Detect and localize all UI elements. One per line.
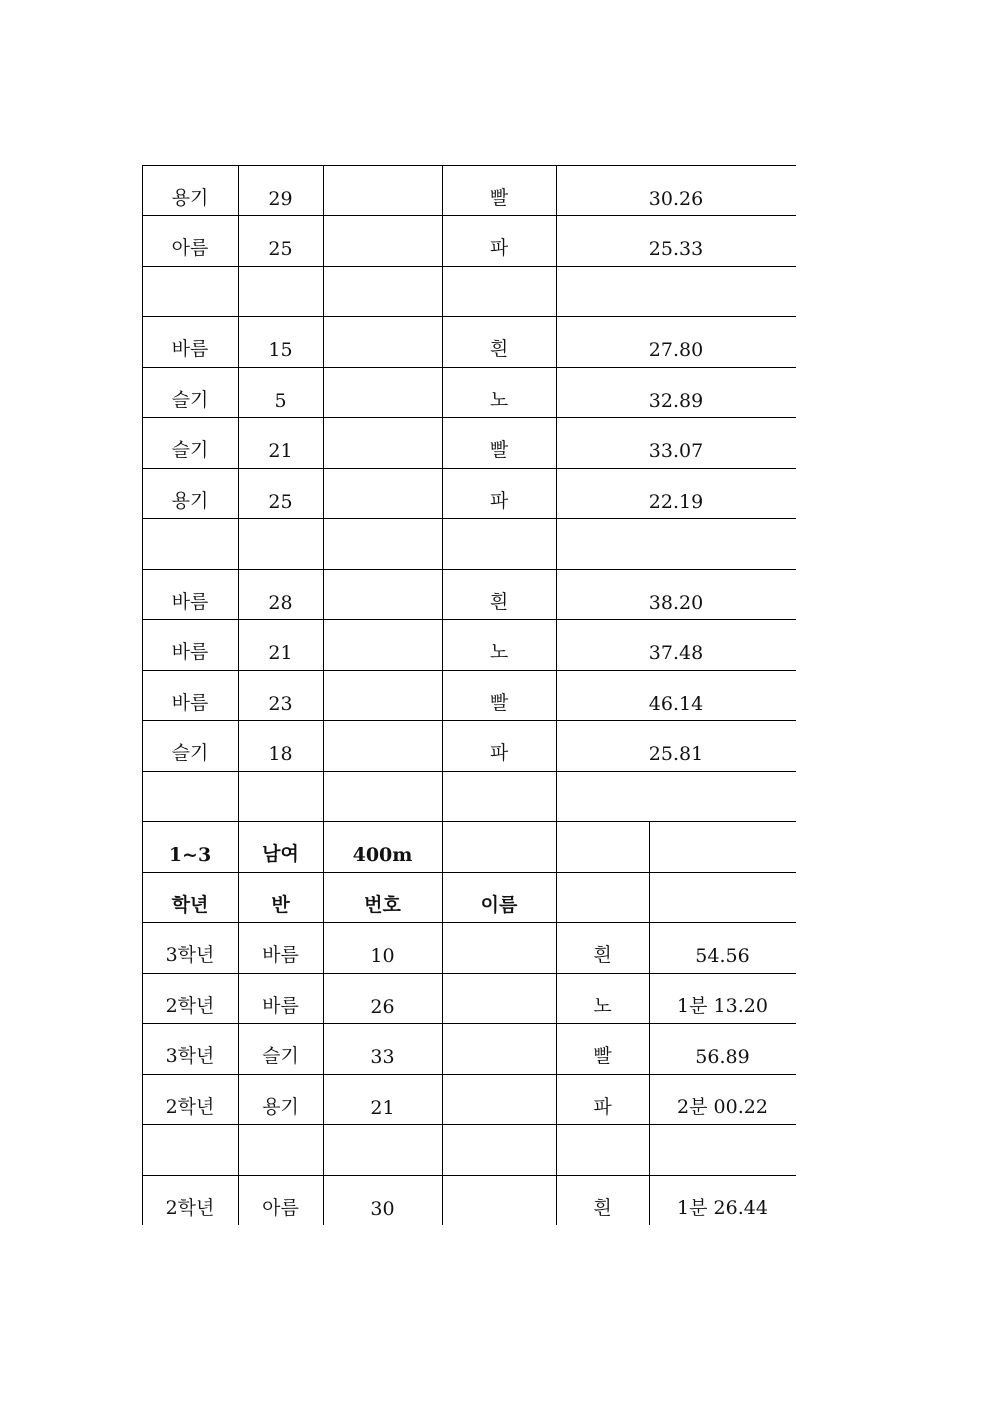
table-cell: 남여 <box>262 843 299 865</box>
table-cell: 2분 00.22 <box>677 1096 768 1118</box>
table-cell: 흰 <box>489 338 509 360</box>
table-cell: 23 <box>268 693 293 715</box>
table-cell: 파 <box>489 237 509 259</box>
table-cell: 29 <box>268 188 293 210</box>
table-cell <box>323 165 442 215</box>
table-cell: 번호 <box>364 894 401 916</box>
table-cell: 용기 <box>262 1096 299 1118</box>
table-cell: 27.80 <box>648 339 704 361</box>
table-cell: 슬기 <box>171 439 209 461</box>
table-cell: 빨 <box>593 1045 612 1067</box>
table-cell <box>649 1124 796 1174</box>
table-cell: 28 <box>268 592 293 614</box>
table-cell <box>323 670 442 720</box>
table-cell <box>323 569 442 619</box>
table-cell: 25.81 <box>648 743 704 765</box>
table-cell: 슬기 <box>171 742 209 764</box>
table-cell <box>442 821 556 871</box>
table-cell: 빨 <box>489 439 509 461</box>
table-cell: 반 <box>271 894 290 916</box>
table-cell <box>556 872 649 922</box>
table-cell: 400m <box>352 844 413 866</box>
table-cell: 슬기 <box>171 389 209 411</box>
table-cell: 22.19 <box>648 491 704 513</box>
table-cell: 5 <box>274 390 287 412</box>
table-cell: 바름 <box>262 995 299 1017</box>
table-cell: 46.14 <box>648 693 704 715</box>
table-cell: 10 <box>370 945 395 967</box>
table-cell: 26 <box>370 996 395 1018</box>
table-cell <box>556 1124 649 1174</box>
table-cell: 아름 <box>171 237 209 259</box>
table-cell <box>649 821 796 871</box>
table-cell: 학년 <box>171 894 209 916</box>
table-cell: 32.89 <box>648 390 704 412</box>
table-cell: 18 <box>268 743 293 765</box>
table-cell: 파 <box>489 742 509 764</box>
table-cell <box>649 872 796 922</box>
table-cell: 38.20 <box>648 592 704 614</box>
table-cell <box>442 1023 556 1073</box>
table-cell: 25 <box>268 238 293 260</box>
table-cell: 1분 13.20 <box>677 995 768 1017</box>
table-cell: 21 <box>370 1097 395 1119</box>
table-cell <box>142 1124 238 1174</box>
table-cell: 용기 <box>171 187 209 209</box>
table-cell: 21 <box>268 642 293 664</box>
table-cell: 30.26 <box>648 188 704 210</box>
table-cell: 2학년 <box>165 1096 215 1118</box>
table-cell: 파 <box>489 490 509 512</box>
table-cell: 파 <box>593 1096 612 1118</box>
table-cell: 노 <box>489 389 509 411</box>
table-cell: 흰 <box>593 944 612 966</box>
table-cell: 2학년 <box>165 995 215 1017</box>
table-cell <box>442 1124 556 1174</box>
table-cell <box>323 1124 442 1174</box>
table-cell <box>442 1175 556 1225</box>
table-cell: 바름 <box>171 641 209 663</box>
results-table <box>142 165 796 1225</box>
table-cell: 54.56 <box>695 945 750 967</box>
table-cell: 3학년 <box>165 944 215 966</box>
table-cell: 아름 <box>262 1197 299 1219</box>
table-cell <box>323 215 442 265</box>
table-cell: 노 <box>593 995 612 1017</box>
table-cell <box>323 367 442 417</box>
table-cell <box>323 720 442 770</box>
table-cell: 흰 <box>593 1197 612 1219</box>
table-cell <box>238 1124 323 1174</box>
table-cell <box>323 619 442 669</box>
table-cell <box>442 1074 556 1124</box>
table-cell: 37.48 <box>648 642 704 664</box>
table-cell: 빨 <box>489 692 509 714</box>
table-cell: 15 <box>268 339 293 361</box>
table-cell: 용기 <box>171 490 209 512</box>
table-cell: 이름 <box>480 894 518 916</box>
table-cell: 흰 <box>489 591 509 613</box>
table-cell <box>556 821 649 871</box>
table-cell: 빨 <box>489 187 509 209</box>
table-cell: 33 <box>370 1046 395 1068</box>
table-cell: 3학년 <box>165 1045 215 1067</box>
table-cell: 슬기 <box>262 1045 299 1067</box>
table-cell <box>323 468 442 518</box>
table-cell: 33.07 <box>648 440 704 462</box>
table-cell <box>442 922 556 972</box>
table-cell: 바름 <box>171 591 209 613</box>
table-cell: 25.33 <box>648 238 704 260</box>
table-cell: 2학년 <box>165 1197 215 1219</box>
table-cell: 56.89 <box>695 1046 750 1068</box>
table-cell <box>323 417 442 467</box>
table-cell: 1~3 <box>168 844 212 866</box>
table-cell: 21 <box>268 440 293 462</box>
table-cell: 바름 <box>262 944 299 966</box>
table-cell: 25 <box>268 491 293 513</box>
table-cell <box>323 316 442 366</box>
table-cell: 바름 <box>171 338 209 360</box>
table-cell: 바름 <box>171 692 209 714</box>
table-cell <box>442 973 556 1023</box>
table-cell: 30 <box>370 1198 395 1220</box>
table-cell: 1분 26.44 <box>677 1197 768 1219</box>
table-cell: 노 <box>489 641 509 663</box>
